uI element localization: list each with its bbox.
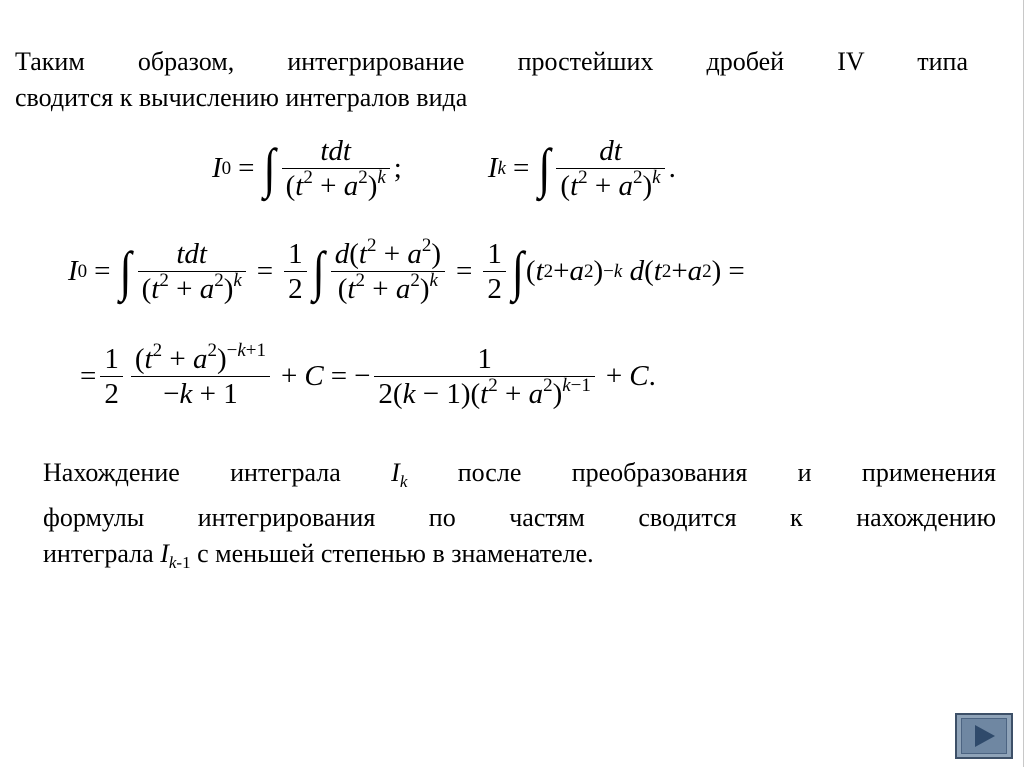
conclusion-line-3: интеграла $I_{k-1}$ с меньшей степенью в знаменателе. <box>43 539 594 572</box>
intro-line-2: сводится к вычислению интегралов вида <box>15 83 468 112</box>
formula-definitions: I 0 = ∫ $\frac{\text{tdt}}{(t^2 + a^2)^k}$ ; I k = ∫ $\frac{dt}{(t^2 + a^2)^k}$ . <box>212 135 676 202</box>
intro-line-1: Таким образом, интегрирование простейших дробей IV типа <box>15 47 968 76</box>
next-slide-button[interactable] <box>955 713 1013 759</box>
conclusion-paragraph <box>43 455 996 581</box>
intro-paragraph <box>15 44 968 116</box>
conclusion-line-2: формулы интегрирования по частям сводится к нахождению <box>43 503 996 532</box>
formula-i0-result: = $\frac{1}{2}$ $\frac{(t^2 + a^2)^{-k+1}}{-k + 1}$ + C = − $\frac{1}{2(k - 1)(t^2 + a^2)^{k-1}}$ + C . <box>80 340 656 410</box>
formula-i0-derivation: I 0 = ∫ $\frac{\text{tdt}}{(t^2 + a^2)^k}$ = $\frac{1}{2}$ ∫ $\frac{d(t^2 + a^2)}{(t^2 + a^2)^k}$ = $\frac{1}{2}$ ∫ ( t 2 + a 2 ) −k d ( t 2 + a 2 ) = <box>68 235 745 305</box>
next-arrow-icon <box>961 718 1007 754</box>
conclusion-line-1: Нахождение интеграла $I_k$ после преобразования и применения <box>43 458 996 491</box>
